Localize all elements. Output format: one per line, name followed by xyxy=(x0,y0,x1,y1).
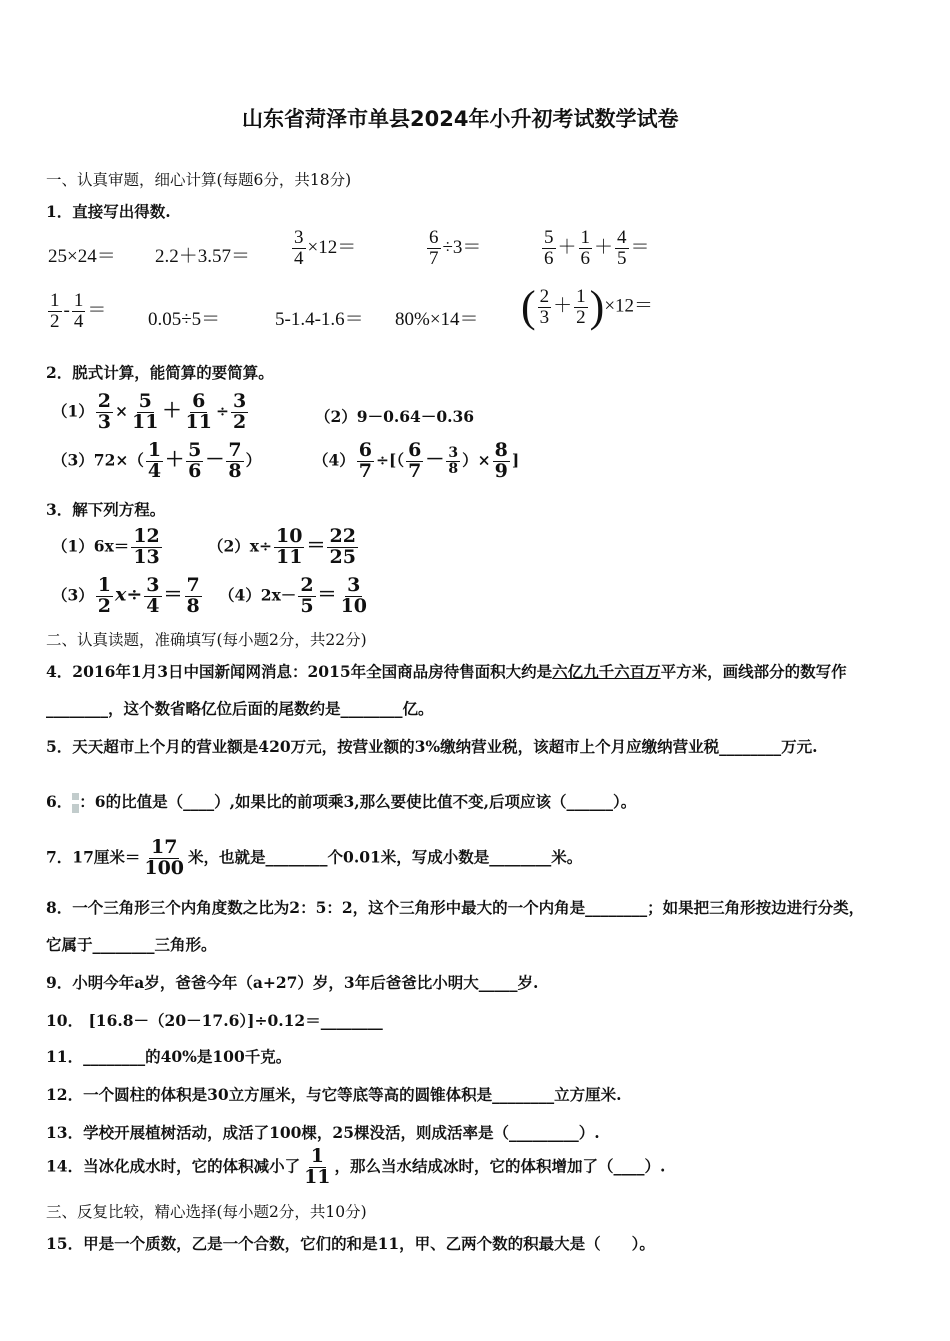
question-6: 6． ：6的比值是（____）,如果比的前项乘3,那么要使比值不变,后项应该（______）。 xyxy=(46,792,637,811)
section-1-heading: 一、认真审题，细心计算(每题6分，共18分) xyxy=(46,171,352,189)
q1-item-4: $\frac{6}{7}$ ÷3＝ xyxy=(429,227,482,269)
question-14: 14．当冰化成水时，它的体积减小了 $\frac{1}{11}$ ，那么当水结成冰时，它的体积增加了（____）. xyxy=(46,1145,666,1188)
question-2-stem: 2．脱式计算，能简算的要简算。 xyxy=(46,363,274,382)
question-9: 9．小明今年a岁，爸爸今年（a+27）岁，3年后爸爸比小明大_____岁. xyxy=(46,973,539,992)
q1-item-10: ( $\frac{2}{3}$ ＋ $\frac{1}{2}$ )×12＝ xyxy=(521,282,654,331)
q2-part-1: （1） $\frac{2}{3}$ × $\frac{5}{11}$ ＋ $\frac{6}{11}$ ÷ $\frac{3}{2}$ xyxy=(52,390,247,433)
q1-item-7: 0.05÷5＝ xyxy=(148,309,221,330)
q3-part-2: （2）x÷ $\frac{10}{11}$ ＝ $\frac{22}{25}$ xyxy=(208,525,356,568)
question-12: 12．一个圆柱的体积是30立方厘米，与它等底等高的圆锥体积是________立方厘米. xyxy=(46,1085,622,1104)
question-1-stem: 1．直接写出得数. xyxy=(46,202,171,221)
question-15: 15．甲是一个质数，乙是一个合数，它们的和是11，甲、乙两个数的积最大是（ ）。 xyxy=(46,1234,655,1253)
blurred-fraction-image xyxy=(72,793,79,813)
question-3-stem: 3．解下列方程。 xyxy=(46,500,166,519)
q1-item-3: $\frac{3}{4}$ ×12＝ xyxy=(294,227,357,269)
section-2-heading: 二、认真读题，准确填写(每小题2分，共22分) xyxy=(46,631,367,649)
question-4: 4．2016年1月3日中国新闻网消息：2015年全国商品房待售面积大约是六亿九千六百万平方米，画线部分的数写作 xyxy=(46,662,847,681)
question-4-line-2: ________，这个数省略亿位后面的尾数约是________亿。 xyxy=(46,699,434,718)
question-13: 13．学校开展植树活动，成活了100棵，25棵没活，则成活率是（_________）. xyxy=(46,1123,600,1142)
question-10: 10． [16.8－（20－17.6）]÷0.12＝________ xyxy=(46,1011,383,1030)
q1-item-1: 25×24＝ xyxy=(48,246,116,267)
q3-part-4: （4）2x－ $\frac{2}{5}$ ＝ $\frac{3}{10}$ xyxy=(219,574,368,617)
q2-part-2: （2）9－0.64－0.36 xyxy=(315,407,475,426)
q1-item-2: 2.2＋3.57＝ xyxy=(155,246,251,267)
q2-part-4: （4） $\frac{6}{7}$ ÷[（ $\frac{6}{7}$ － $\frac{3}{8}$ ）× $\frac{8}{9}$ ] xyxy=(313,439,520,482)
q3-part-3: （3） $\frac{1}{2}$ x÷ $\frac{3}{4}$ ＝ $\frac{7}{8}$ xyxy=(52,574,200,617)
question-11: 11．________的40%是100千克。 xyxy=(46,1047,292,1066)
q1-item-8: 5-1.4-1.6＝ xyxy=(275,309,364,330)
page-title: 山东省菏泽市单县2024年小升初考试数学试卷 xyxy=(242,107,679,131)
q1-item-9: 80%×14＝ xyxy=(395,309,479,330)
question-5: 5．天天超市上个月的营业额是420万元，按营业额的3%缴纳营业税，该超市上个月应缴纳营业税________万元. xyxy=(46,737,818,756)
question-7: 7．17厘米＝ $\frac{17}{100}$ 米，也就是________个0.01米，写成小数是________米。 xyxy=(46,836,583,879)
question-8-line-2: 它属于________三角形。 xyxy=(46,935,217,954)
section-3-heading: 三、反复比较，精心选择(每小题2分，共10分) xyxy=(46,1203,367,1221)
q1-item-6: $\frac{1}{2}$ - $\frac{1}{4}$ ＝ xyxy=(50,290,107,332)
q1-item-5: $\frac{5}{6}$ ＋ $\frac{1}{6}$ ＋ $\frac{4}{5}$ ＝ xyxy=(544,227,650,269)
q2-part-3: （3）72×（ $\frac{1}{4}$ ＋ $\frac{5}{6}$ － $\frac{7}{8}$ ） xyxy=(52,439,262,482)
q3-part-1: （1）6x＝ $\frac{12}{13}$ xyxy=(52,525,160,568)
question-8: 8．一个三角形三个内角度数之比为2：5：2，这个三角形中最大的一个内角是________；如果把三角形按边进行分类， xyxy=(46,898,865,917)
